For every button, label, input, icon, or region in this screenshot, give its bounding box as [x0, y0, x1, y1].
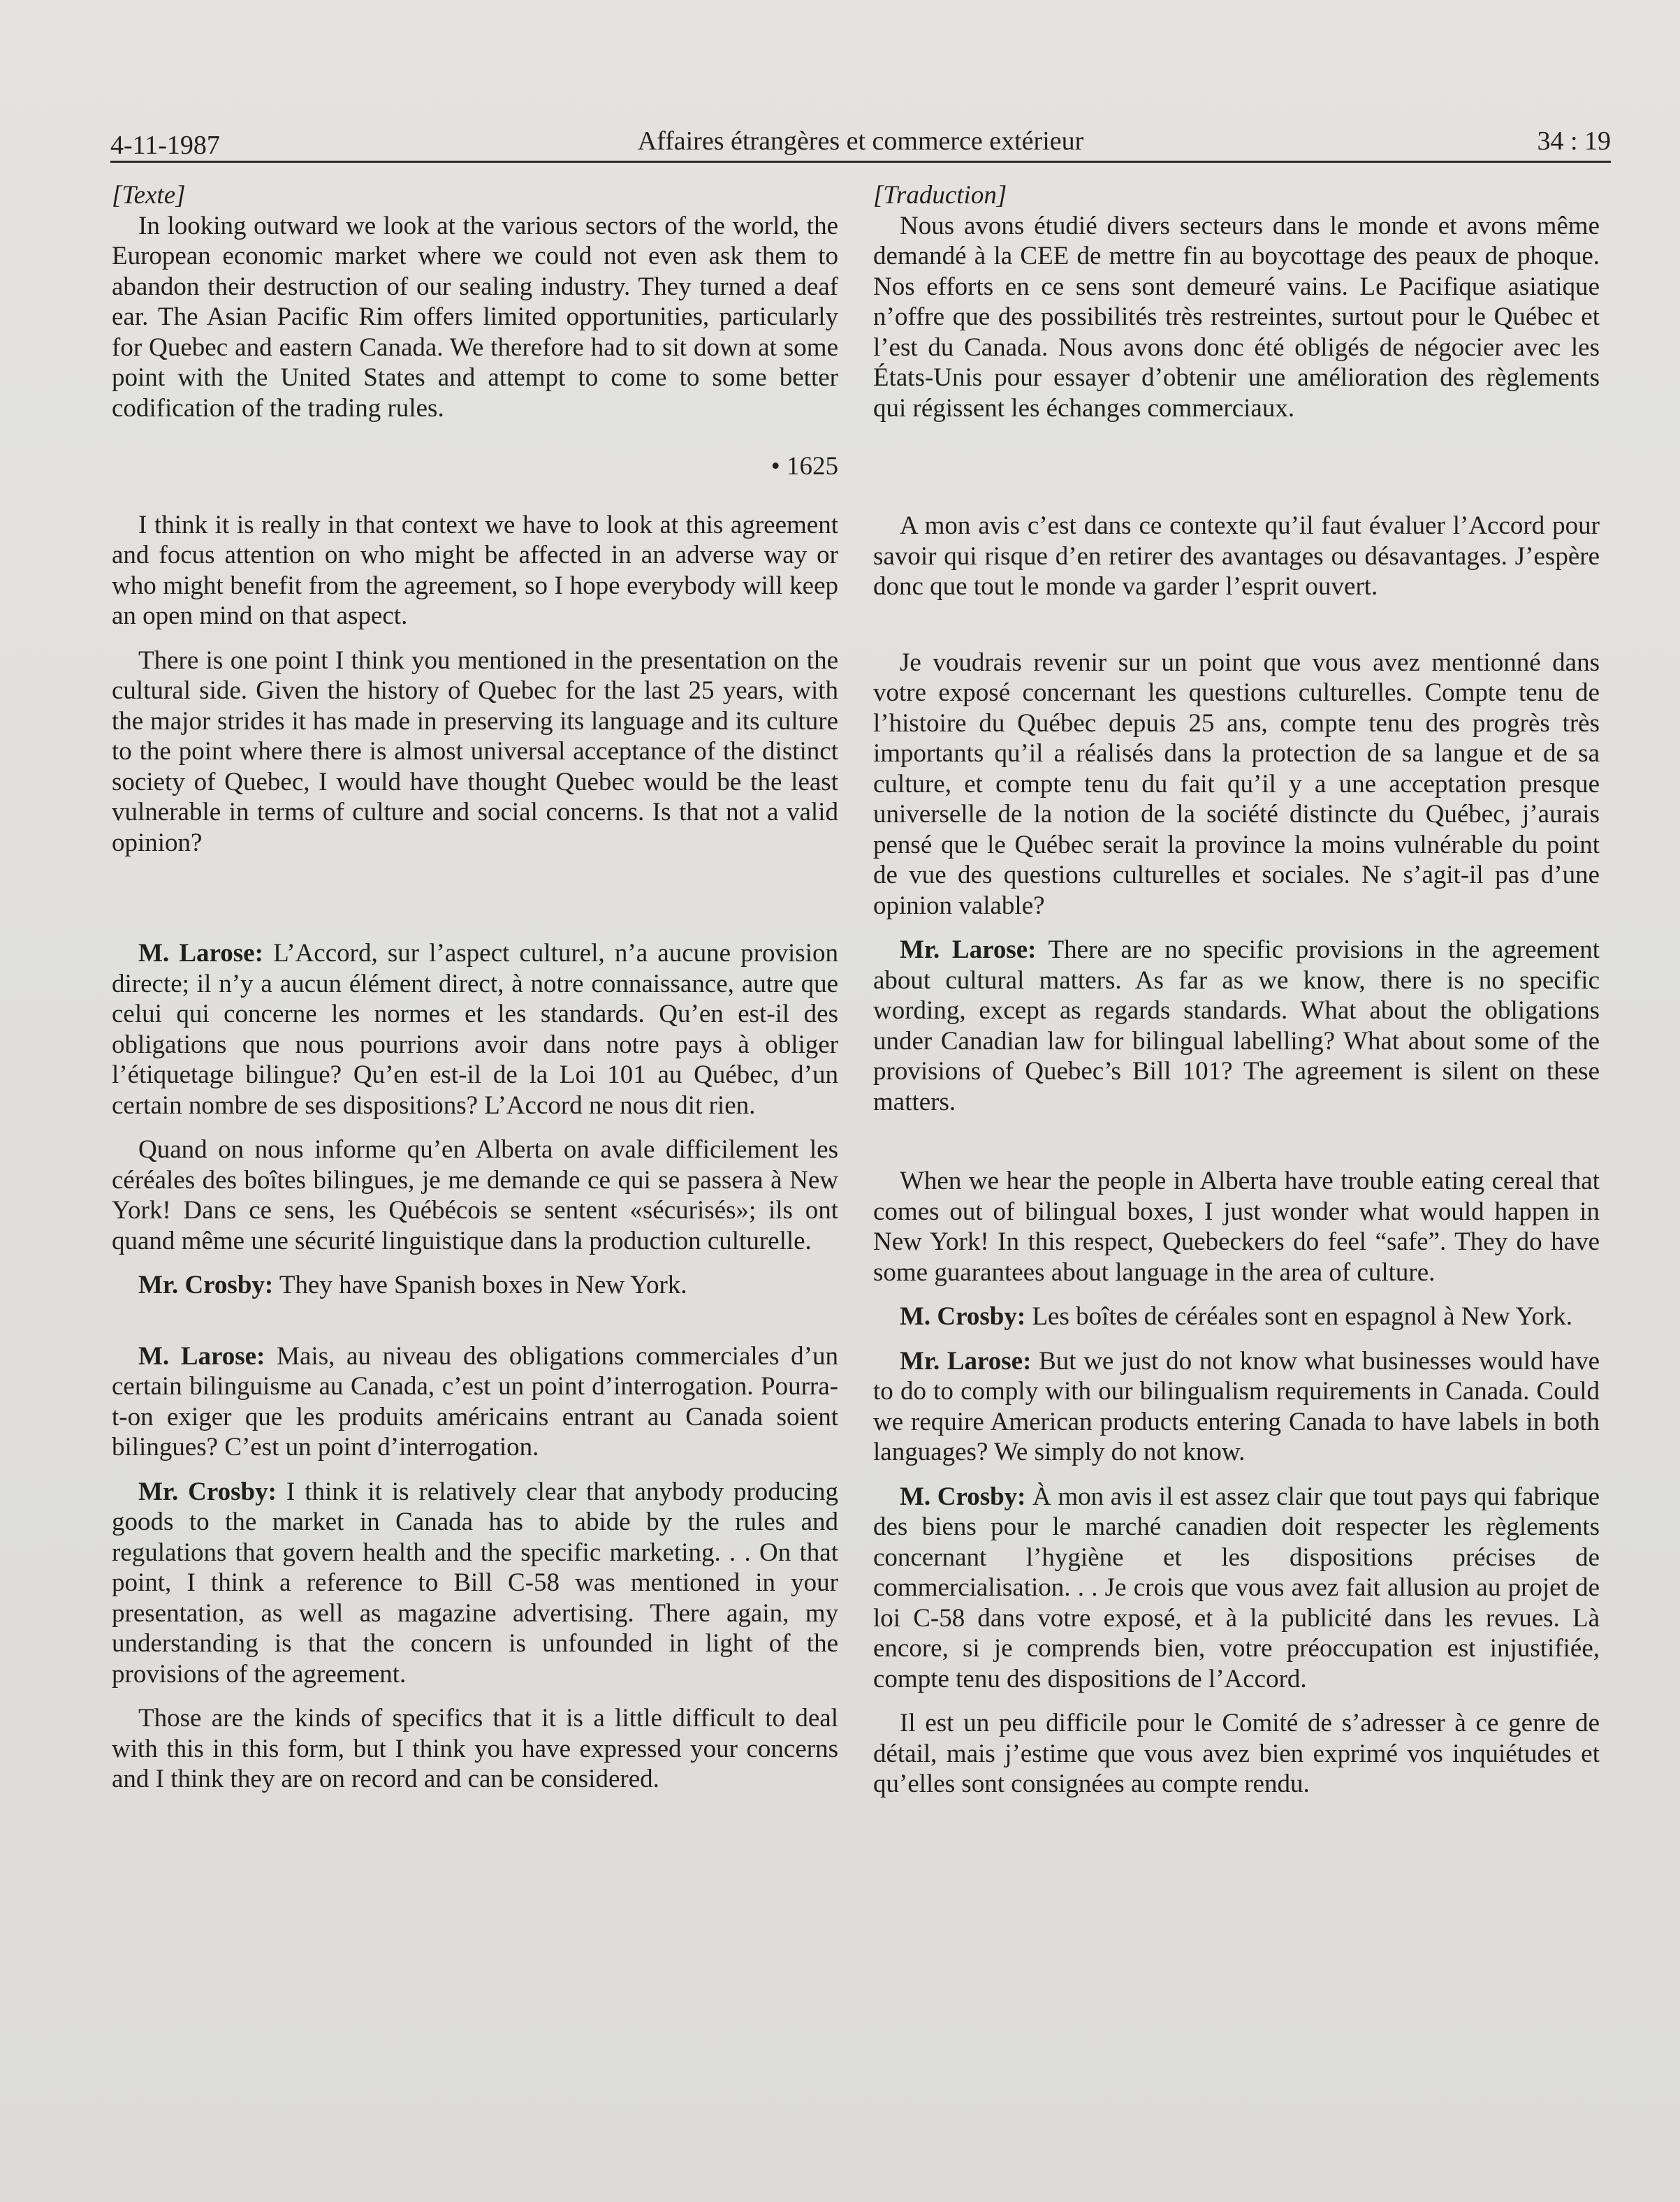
left-paragraph-8 — [112, 1477, 838, 1690]
right-column — [873, 180, 1600, 1800]
left-paragraph-7-text: Mais, au niveau des obligations commerciales d’un certain bilinguisme au Canada, c’est un point d’interrogation. Pourra-t-on exiger que les produits américains entrant au Canada soient bilingues? C’est un point d’interrogation. — [112, 1341, 838, 1461]
speaker-name: Mr. Crosby: — [138, 1271, 274, 1299]
speaker-name: Mr. Larose: — [900, 935, 1037, 964]
left-paragraph-4-text: L’Accord, sur l’aspect culturel, n’a aucune provision directe; il n’y a aucun élément direct, à notre connaissance, autre que celui qui concerne les normes et les standards. Qu’en est-il des obligations que nous pourrions avoir dans notre pays à obliger l’étiquetage bilingue? Qu’en est-il de la Loi 101 au Québec, d’un certain nombre de ses dispositions? L’Accord ne nous dit rien. — [112, 939, 838, 1120]
speaker-name: Mr. Larose: — [900, 1346, 1032, 1376]
right-paragraph-6-text: Les boîtes de céréales sont en espagnol à New York. — [1025, 1302, 1573, 1331]
right-paragraph-5: When we hear the people in Alberta have trouble eating cereal that comes out of bilingual boxes, I just wonder what would happen in New York! In this respect, Quebeckers do feel “safe”. They do have some guarantees about language in the area of culture. — [873, 1167, 1600, 1287]
speaker-name: M. Crosby: — [900, 1302, 1026, 1331]
right-section-tag: [Traduction] — [873, 181, 1007, 210]
header-title: Affaires étrangères et commerce extérieur — [637, 126, 1084, 156]
right-paragraph-7 — [873, 1346, 1600, 1468]
left-paragraph-9: Those are the kinds of specifics that it is a little difficult to deal with this in this form, but I think you have expressed your concerns and I think they are on record and can be considered. — [112, 1704, 838, 1793]
speaker-name: M. Crosby: — [900, 1482, 1026, 1511]
right-paragraph-6 — [873, 1301, 1600, 1332]
left-paragraph-2: I think it is really in that context we have to look at this agreement and focus attention on who might be affected in an adverse way or who might benefit from the agreement, so I hope everybody will keep an open mind on that aspect. — [112, 510, 838, 630]
right-paragraph-8 — [873, 1482, 1600, 1695]
left-paragraph-6 — [112, 1270, 838, 1301]
header-date: 4-11-1987 — [110, 131, 220, 160]
time-marker: • 1625 — [770, 452, 838, 481]
left-column — [112, 180, 838, 1795]
page-header — [110, 123, 1611, 163]
right-paragraph-7-text: But we just do not know what businesses would have to do to comply with our bilingualism requirements in Canada. Could we require American products entering Canada to have labels in both languages? We simply do not know. — [873, 1346, 1600, 1466]
right-paragraph-1: Nous avons étudié divers secteurs dans le monde et avons même demandé à la CEE de mettre fin au boycottage des peaux de phoque. Nos efforts en ce sens sont demeuré vains. Le Pacifique asiatique n’offre que des possibilités très restreintes, surtout pour le Québec et l’est du Canada. Nous avons donc été obligés de négocier avec les États-Unis pour essayer d’obtenir une amélioration des règlements qui régissent les échanges commerciaux. — [873, 211, 1600, 423]
right-paragraph-4 — [873, 935, 1600, 1117]
speaker-name: M. Larose: — [138, 1341, 265, 1371]
left-paragraph-3: There is one point I think you mentioned in the presentation on the cultural side. Given the history of Quebec for the last 25 years, with the major strides it has made in preserving its language and its culture to the point where there is almost universal acceptance of the distinct society of Quebec, I would have thought Quebec would be the least vulnerable in terms of culture and social concerns. Is that not a valid opinion? — [112, 646, 838, 857]
right-paragraph-9: Il est un peu difficile pour le Comité de s’adresser à ce genre de détail, mais j’estime que vous avez bien exprimé vos inquiétudes et qu’elles sont consignées au compte rendu. — [873, 1709, 1600, 1798]
left-paragraph-8-text: I think it is relatively clear that anybody producing goods to the market in Canada has to abide by the rules and regulations that govern health and the specific marketing. . . On that point, I think a reference to Bill C-58 was mentioned in your presentation, as well as magazine advertising. There again, my understanding is that the concern is unfounded in light of the provisions of the agreement. — [112, 1477, 838, 1689]
right-paragraph-2: A mon avis c’est dans ce contexte qu’il faut évaluer l’Accord pour savoir qui risque d’en retirer des avantages ou désavantages. J’espère donc que tout le monde va garder l’esprit ouvert. — [873, 511, 1600, 601]
left-paragraph-4 — [112, 938, 838, 1121]
header-page-number: 34 : 19 — [1537, 126, 1611, 156]
speaker-name: Mr. Crosby: — [138, 1477, 277, 1506]
right-paragraph-4-text: There are no specific provisions in the agreement about cultural matters. As far as we know, there is no specific wording, except as regards standards. What about the obligations under Canadian law for bilingual labelling? What about some of the provisions of Quebec’s Bill 101? The agreement is silent on these matters. — [873, 935, 1600, 1116]
left-paragraph-7 — [112, 1341, 838, 1463]
right-paragraph-8-text: À mon avis il est assez clair que tout pays qui fabrique des biens pour le marché canadien doit respecter les règlements concernant l’hygiène et les dispositions précises de commercialisation. . . Je crois que vous avez fait allusion au projet de loi C-58 dans votre exposé, et à la publicité dans les revues. Là encore, si je comprends bien, votre préoccupation est injustifiée, compte tenu des dispositions de l’Accord. — [873, 1482, 1600, 1693]
speaker-name: M. Larose: — [138, 939, 263, 968]
right-paragraph-3: Je voudrais revenir sur un point que vous avez mentionné dans votre exposé concernant les questions culturelles. Compte tenu de l’histoire du Québec depuis 25 ans, compte tenu des progrès très importants qu’il a réalisés dans la protection de sa langue et de sa culture, et compte tenu du fait qu’il y a une acceptation presque universelle de la notion de la société distincte du Québec, j’aurais pensé que le Québec serait la province la moins vulnérable du point de vue des questions culturelles et sociales. Ne s’agit-il pas d’une opinion valable? — [873, 648, 1600, 920]
left-section-tag: [Texte] — [112, 181, 186, 210]
left-paragraph-5: Quand on nous informe qu’en Alberta on avale difficilement les céréales des boîtes bilingues, je me demande ce qui se passera à New York! Dans ce sens, les Québécois se sentent «sécurisés»; ils ont quand même une sécurité linguistique dans la production culturelle. — [112, 1135, 838, 1255]
left-paragraph-1: In looking outward we look at the various sectors of the world, the European economic market where we could not even ask them to abandon their destruction of our sealing industry. They turned a deaf ear. The Asian Pacific Rim offers limited opportunities, particularly for Quebec and eastern Canada. We therefore had to sit down at some point with the United States and attempt to come to some better codification of the trading rules. — [112, 211, 838, 423]
left-paragraph-6-text: They have Spanish boxes in New York. — [273, 1271, 687, 1299]
